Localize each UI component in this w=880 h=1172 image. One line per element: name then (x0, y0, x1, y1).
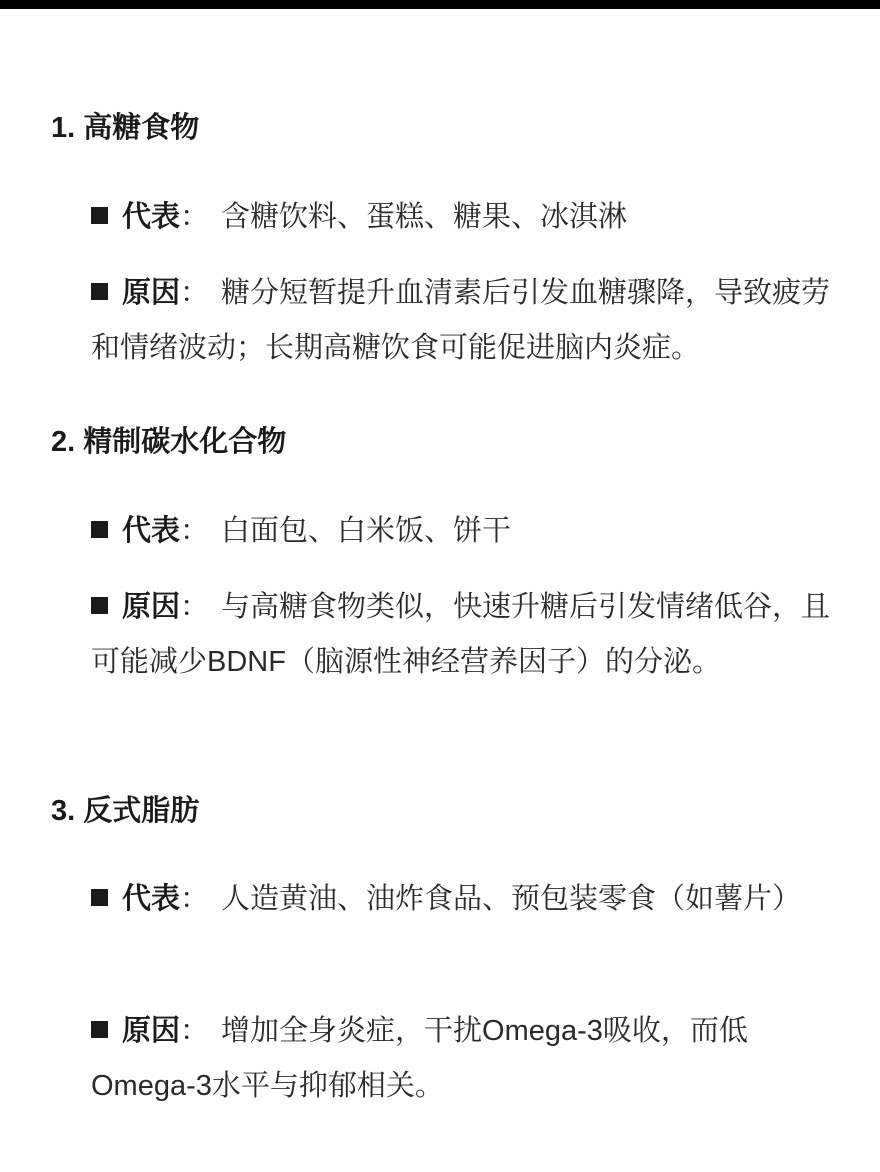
section-number: 1. (51, 112, 76, 144)
square-bullet-icon (91, 207, 108, 224)
list-item (91, 1004, 831, 1114)
item-colon: ： (180, 591, 210, 623)
item-colon: ： (180, 515, 210, 547)
item-term: 原因 (122, 277, 181, 309)
item-text: 糖分短暂提升血清素后引发血糖骤降，导致疲劳和情绪波动；长期高糖饮食可能促进脑内炎症。 (91, 277, 831, 364)
square-bullet-icon (91, 283, 108, 300)
item-term: 代表 (122, 201, 181, 233)
section-heading-2 (51, 422, 286, 462)
section-title: 反式脂肪 (83, 795, 200, 827)
list-item (91, 266, 831, 376)
item-colon: ： (180, 201, 210, 233)
list-item (91, 580, 831, 690)
item-term: 原因 (122, 591, 181, 623)
item-colon: ： (180, 1015, 210, 1047)
square-bullet-icon (91, 597, 108, 614)
item-text: 增加全身炎症，干扰Omega-3吸收，而低Omega-3水平与抑郁相关。 (91, 1015, 748, 1102)
item-text: 含糖饮料、蛋糕、糖果、冰淇淋 (221, 201, 628, 233)
item-term: 代表 (122, 515, 181, 547)
item-colon: ： (180, 277, 210, 309)
item-colon: ： (180, 883, 210, 915)
list-item (91, 872, 831, 927)
section-title: 高糖食物 (83, 112, 200, 144)
square-bullet-icon (91, 889, 108, 906)
square-bullet-icon (91, 1021, 108, 1038)
section-title: 精制碳水化合物 (83, 426, 287, 458)
list-item (91, 504, 831, 559)
item-text: 人造黄油、油炸食品、预包装零食（如薯片） (221, 883, 802, 915)
item-text: 与高糖食物类似，快速升糖后引发情绪低谷，且可能减少BDNF（脑源性神经营养因子）的分泌。 (91, 591, 831, 678)
section-heading-3 (51, 791, 199, 831)
section-number: 2. (51, 426, 76, 458)
item-term: 代表 (122, 883, 181, 915)
top-bar (0, 0, 880, 9)
section-number: 3. (51, 795, 76, 827)
item-term: 原因 (122, 1015, 181, 1047)
section-heading-1 (51, 108, 199, 148)
list-item (91, 190, 831, 245)
item-text: 白面包、白米饭、饼干 (221, 515, 512, 547)
square-bullet-icon (91, 521, 108, 538)
